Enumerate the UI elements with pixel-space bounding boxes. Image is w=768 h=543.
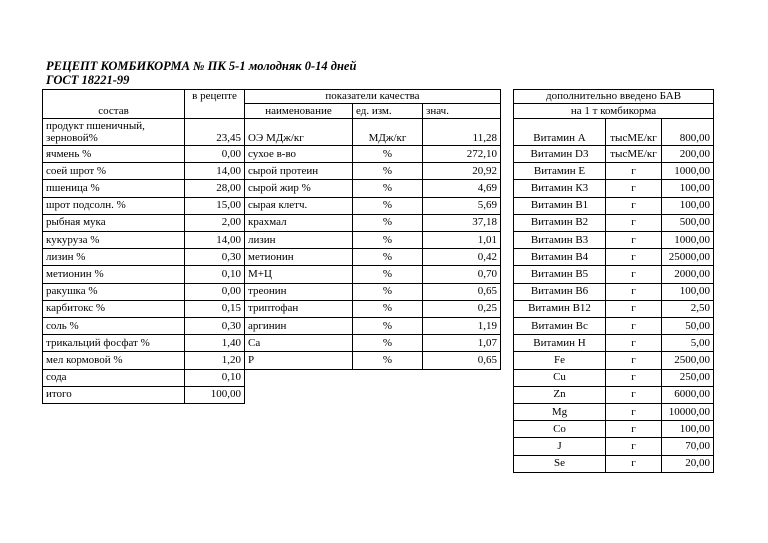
- composition-name: кукуруза %: [42, 231, 185, 249]
- composition-name: пшеница %: [42, 179, 185, 197]
- quality-value: 0,42: [422, 248, 501, 266]
- composition-name: ячмень %: [42, 145, 185, 163]
- quality-value: 37,18: [422, 214, 501, 232]
- composition-name: сода: [42, 369, 185, 387]
- composition-value: 0,30: [184, 317, 245, 335]
- header-composition: состав: [42, 89, 185, 119]
- composition-name: метионин %: [42, 265, 185, 283]
- bav-value: 2000,00: [661, 265, 714, 283]
- bav-value: 6000,00: [661, 386, 714, 404]
- composition-value: 1,20: [184, 351, 245, 369]
- quality-name: треонин: [244, 283, 353, 301]
- quality-value: 1,07: [422, 334, 501, 352]
- bav-unit: тысМЕ/кг: [605, 145, 662, 163]
- quality-unit: %: [352, 265, 423, 283]
- quality-unit: %: [352, 231, 423, 249]
- quality-name: триптофан: [244, 300, 353, 318]
- composition-value: 0,10: [184, 369, 245, 387]
- quality-value: 4,69: [422, 179, 501, 197]
- bav-value: 800,00: [661, 118, 714, 146]
- quality-value: 272,10: [422, 145, 501, 163]
- bav-name: Zn: [513, 386, 606, 404]
- composition-value: 15,00: [184, 197, 245, 215]
- bav-unit: г: [605, 403, 662, 421]
- quality-unit: %: [352, 351, 423, 369]
- composition-value: 0,15: [184, 300, 245, 318]
- bav-unit: г: [605, 317, 662, 335]
- bav-unit: г: [605, 248, 662, 266]
- composition-value: 100,00: [184, 386, 245, 404]
- composition-name: соль %: [42, 317, 185, 335]
- header-name: наименование: [244, 103, 353, 119]
- bav-name: Cu: [513, 369, 606, 387]
- quality-value: 20,92: [422, 162, 501, 180]
- quality-unit: %: [352, 162, 423, 180]
- quality-name: P: [244, 351, 353, 369]
- composition-name: рыбная мука: [42, 214, 185, 232]
- bav-unit: г: [605, 420, 662, 438]
- bav-unit: г: [605, 265, 662, 283]
- composition-value: 0,00: [184, 145, 245, 163]
- bav-value: 20,00: [661, 455, 714, 473]
- bav-value: 50,00: [661, 317, 714, 335]
- bav-name: Co: [513, 420, 606, 438]
- quality-name: М+Ц: [244, 265, 353, 283]
- bav-name: Витамин D3: [513, 145, 606, 163]
- quality-name: ОЭ МДж/кг: [244, 118, 353, 146]
- header-in-recipe: в рецепте: [184, 89, 245, 119]
- bav-value: 200,00: [661, 145, 714, 163]
- bav-name: Витамин В6: [513, 283, 606, 301]
- bav-value: 5,00: [661, 334, 714, 352]
- quality-unit: МДж/кг: [352, 118, 423, 146]
- bav-name: Витамин В1: [513, 197, 606, 215]
- composition-value: 2,00: [184, 214, 245, 232]
- bav-name: Se: [513, 455, 606, 473]
- bav-name: Витамин Вс: [513, 317, 606, 335]
- bav-value: 1000,00: [661, 231, 714, 249]
- bav-unit: г: [605, 455, 662, 473]
- composition-name: шрот подсолн. %: [42, 197, 185, 215]
- bav-unit: г: [605, 162, 662, 180]
- quality-unit: %: [352, 248, 423, 266]
- recipe-title: РЕЦЕПТ КОМБИКОРМА № ПК 5-1 молодняк 0-14 дней: [46, 59, 357, 73]
- header-bav: дополнительно введено БАВ: [513, 89, 714, 104]
- composition-name: соей шрот %: [42, 162, 185, 180]
- quality-name: сухое в-во: [244, 145, 353, 163]
- bav-name: Витамин В3: [513, 231, 606, 249]
- header-value: знач.: [422, 103, 501, 119]
- composition-value: 0,10: [184, 265, 245, 283]
- bav-unit: тысМЕ/кг: [605, 118, 662, 146]
- composition-name: продукт пшеничный, зерновой%: [42, 118, 185, 146]
- composition-value: 23,45: [184, 118, 245, 146]
- quality-value: 1,19: [422, 317, 501, 335]
- quality-unit: %: [352, 179, 423, 197]
- header-bav-per: на 1 т комбикорма: [513, 103, 714, 119]
- quality-unit: %: [352, 334, 423, 352]
- bav-value: 100,00: [661, 197, 714, 215]
- bav-value: 1000,00: [661, 162, 714, 180]
- quality-name: сырая клетч.: [244, 197, 353, 215]
- composition-name: лизин %: [42, 248, 185, 266]
- bav-name: Витамин В12: [513, 300, 606, 318]
- bav-unit: г: [605, 214, 662, 232]
- bav-value: 100,00: [661, 283, 714, 301]
- quality-unit: %: [352, 300, 423, 318]
- bav-value: 2,50: [661, 300, 714, 318]
- bav-value: 250,00: [661, 369, 714, 387]
- composition-name: трикальций фосфат %: [42, 334, 185, 352]
- quality-name: лизин: [244, 231, 353, 249]
- quality-name: сырой протеин: [244, 162, 353, 180]
- bav-unit: г: [605, 369, 662, 387]
- composition-name: карбитокс %: [42, 300, 185, 318]
- quality-unit: %: [352, 317, 423, 335]
- composition-value: 0,00: [184, 283, 245, 301]
- bav-name: Витамин К3: [513, 179, 606, 197]
- bav-name: Mg: [513, 403, 606, 421]
- composition-value: 14,00: [184, 162, 245, 180]
- bav-unit: г: [605, 300, 662, 318]
- composition-value: 1,40: [184, 334, 245, 352]
- quality-value: 0,65: [422, 351, 501, 369]
- composition-name: мел кормовой %: [42, 351, 185, 369]
- quality-unit: %: [352, 197, 423, 215]
- quality-value: 1,01: [422, 231, 501, 249]
- bav-value: 100,00: [661, 179, 714, 197]
- quality-unit: %: [352, 214, 423, 232]
- quality-unit: %: [352, 145, 423, 163]
- bav-value: 25000,00: [661, 248, 714, 266]
- bav-name: J: [513, 437, 606, 455]
- bav-name: Витамин Е: [513, 162, 606, 180]
- quality-name: Ca: [244, 334, 353, 352]
- bav-value: 2500,00: [661, 351, 714, 369]
- bav-unit: г: [605, 197, 662, 215]
- bav-unit: г: [605, 334, 662, 352]
- bav-unit: г: [605, 386, 662, 404]
- bav-unit: г: [605, 231, 662, 249]
- bav-value: 500,00: [661, 214, 714, 232]
- quality-name: аргинин: [244, 317, 353, 335]
- quality-value: 0,70: [422, 265, 501, 283]
- quality-value: 11,28: [422, 118, 501, 146]
- bav-unit: г: [605, 283, 662, 301]
- composition-value: 0,30: [184, 248, 245, 266]
- bav-name: Витамин А: [513, 118, 606, 146]
- bav-unit: г: [605, 179, 662, 197]
- composition-name: итого: [42, 386, 185, 404]
- bav-name: Fe: [513, 351, 606, 369]
- composition-value: 28,00: [184, 179, 245, 197]
- bav-unit: г: [605, 351, 662, 369]
- header-quality: показатели качества: [244, 89, 501, 104]
- bav-name: Витамин В2: [513, 214, 606, 232]
- header-unit: ед. изм.: [352, 103, 423, 119]
- quality-value: 5,69: [422, 197, 501, 215]
- composition-name: ракушка %: [42, 283, 185, 301]
- quality-name: крахмал: [244, 214, 353, 232]
- quality-name: сырой жир %: [244, 179, 353, 197]
- quality-unit: %: [352, 283, 423, 301]
- quality-value: 0,65: [422, 283, 501, 301]
- bav-value: 10000,00: [661, 403, 714, 421]
- bav-name: Витамин Н: [513, 334, 606, 352]
- standard-title: ГОСТ 18221-99: [46, 73, 130, 87]
- bav-unit: г: [605, 437, 662, 455]
- quality-name: метионин: [244, 248, 353, 266]
- bav-value: 100,00: [661, 420, 714, 438]
- bav-name: Витамин В5: [513, 265, 606, 283]
- quality-value: 0,25: [422, 300, 501, 318]
- composition-value: 14,00: [184, 231, 245, 249]
- bav-value: 70,00: [661, 437, 714, 455]
- bav-name: Витамин В4: [513, 248, 606, 266]
